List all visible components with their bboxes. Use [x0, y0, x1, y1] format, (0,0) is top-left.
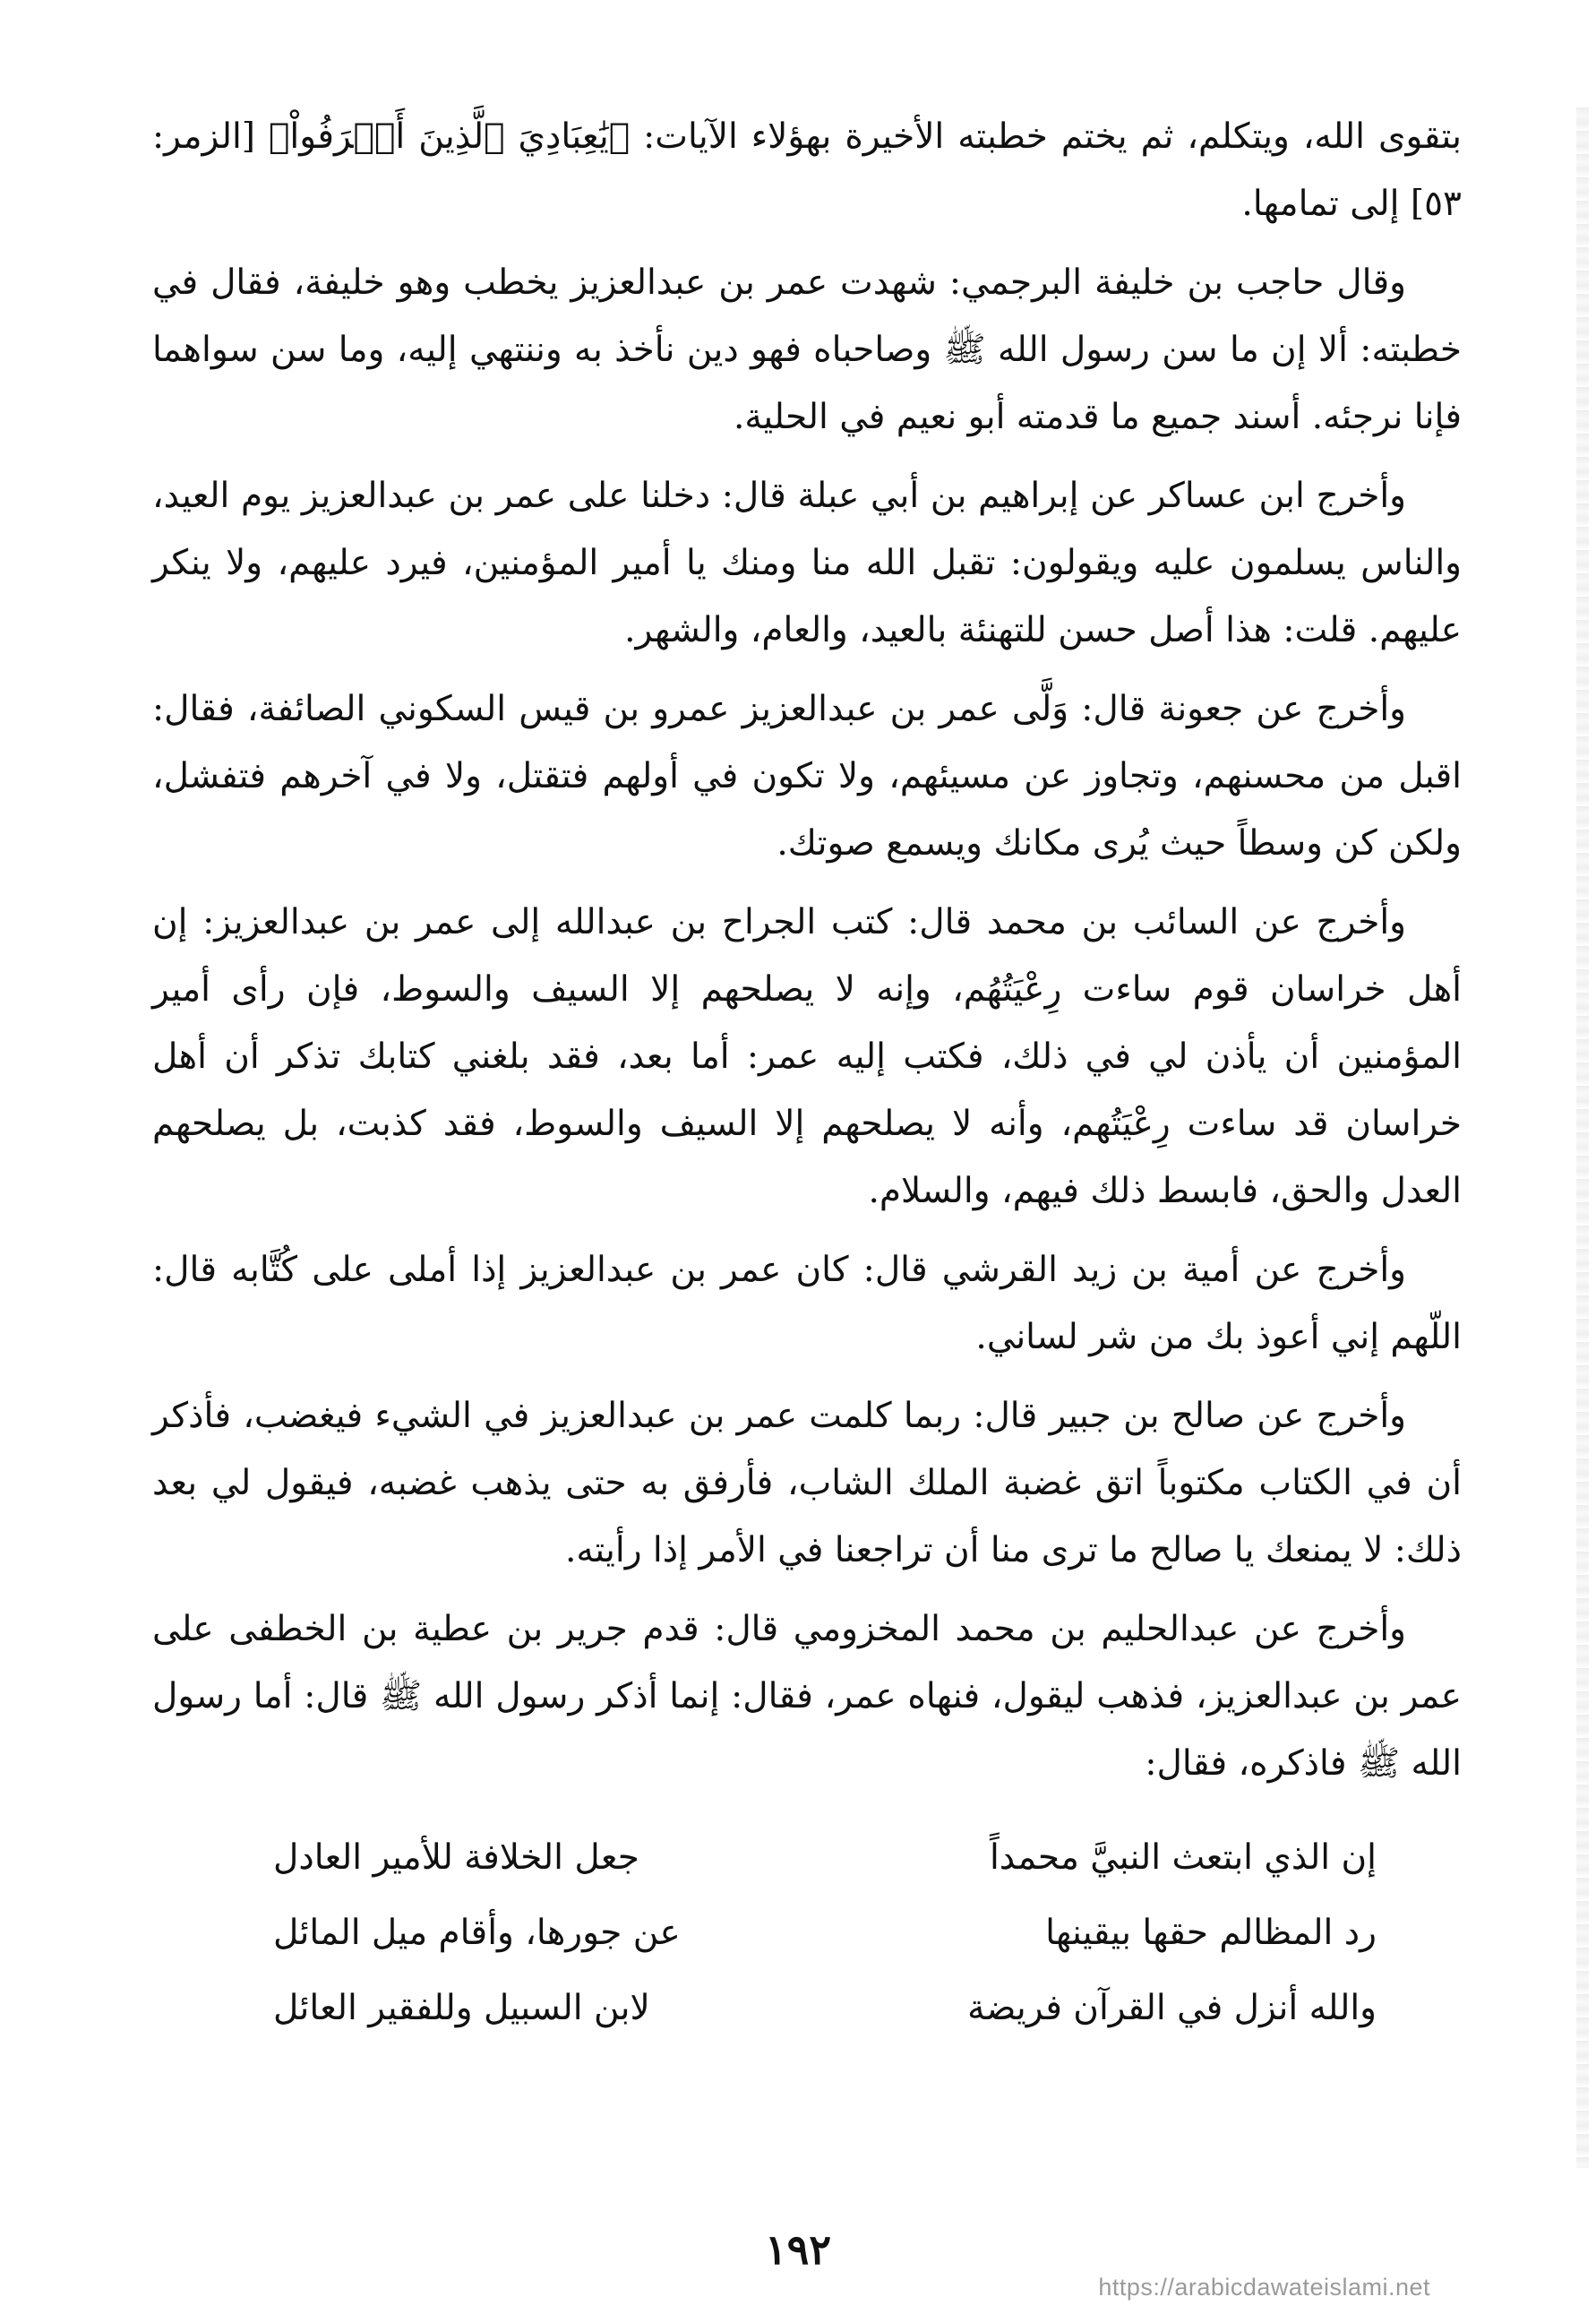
paragraph-salih: وأخرج عن صالح بن جبير قال: ربما كلمت عمر بن عبدالعزيز في الشيء فيغضب، فأذكر أن في الكتاب مكتوباً اتق غضبة الملك الشاب، فأرفق به حتى يذهب غضبه، فيقول لي بعد ذلك: لا يمنعك يا صالح ما ترى منا أن تراجعنا في الأمر إذا رأيته.	[152, 1396, 1462, 1570]
paragraph-jaouna: وأخرج عن جعونة قال: وَلَّى عمر بن عبدالعزيز عمرو بن قيس السكوني الصائفة، فقال: اقبل من محسنهم، وتجاوز عن مسيئهم، ولا تكون في أولهم فتقتل، ولا في آخرهم فتفشل، ولكن كن وسطاً حيث يُرى مكانك ويسمع صوتك.	[152, 689, 1462, 864]
poem-verse	[273, 1896, 1377, 1971]
verse-second-hemistich: جعل الخلافة للأمير العادل	[273, 1837, 639, 1878]
paragraph-continuation: بتقوى الله، ويتكلم، ثم يختم خطبته الأخيرة بهؤلاء الآيات: ﴿يَٰعِبَادِيَ ٱلَّذِينَ أَسۡرَفُواْ﴾ [الزمر: ٥٣] إلى تمامها.	[152, 116, 1462, 224]
watermark-url: https://arabicdawateislami.net	[1098, 2274, 1430, 2301]
paragraph-hajib: وقال حاجب بن خليفة البرجمي: شهدت عمر بن عبدالعزيز يخطب وهو خليفة، فقال في خطبته: ألا إن ما سن رسول الله ﷺ وصاحباه فهو دين نأخذ به وننتهي إليه، وما سن سواهما فإنا نرجئه. أسند جميع ما قدمته أبو نعيم في الحلية.	[152, 262, 1462, 437]
page-number: ١٩٢	[764, 2225, 832, 2274]
paragraph-umayya: وأخرج عن أمية بن زيد القرشي قال: كان عمر بن عبدالعزيز إذا أملى على كُتَّابه قال: اللّهم إني أعوذ بك من شر لساني.	[152, 1250, 1462, 1357]
scan-edge-shadow	[1576, 108, 1589, 2168]
poem-verse	[273, 1971, 1377, 2046]
verse-first-hemistich: والله أنزل في القرآن فريضة	[967, 1988, 1377, 2028]
body-text	[152, 103, 1462, 1797]
verse-first-hemistich: إن الذي ابتعث النبيَّ محمداً	[989, 1837, 1377, 1878]
verse-second-hemistich: عن جورها، وأقام ميل المائل	[273, 1913, 681, 1953]
verse-second-hemistich: لابن السبيل وللفقير العائل	[273, 1988, 650, 2028]
poem-verse	[273, 1820, 1377, 1896]
paragraph-abdulhalim: وأخرج عن عبدالحليم بن محمد المخزومي قال: قدم جرير بن عطية بن الخطفى على عمر بن عبدالعزيز، فذهب ليقول، فنهاه عمر، فقال: إنما أذكر رسول الله ﷺ قال: أما رسول الله ﷺ فاذكره، فقال:	[152, 1609, 1462, 1784]
paragraph-saib: وأخرج عن السائب بن محمد قال: كتب الجراح بن عبدالله إلى عمر بن عبدالعزيز: إن أهل خراسان قوم ساءت رِعْيَتُهُم، وإنه لا يصلحهم إلا السيف والسوط، فإن رأى أمير المؤمنين أن يأذن لي في ذلك، فكتب إليه عمر: أما بعد، فقد بلغني كتابك تذكر أن أهل خراسان قد ساءت رِعْيَتُهم، وأنه لا يصلحهم إلا السيف والسوط، فقد كذبت، بل يصلحهم العدل والحق، فابسط ذلك فيهم، والسلام.	[152, 902, 1462, 1211]
verse-first-hemistich: رد المظالم حقها بيقينها	[1045, 1913, 1377, 1953]
paragraph-ibn-asakir: وأخرج ابن عساكر عن إبراهيم بن أبي عبلة قال: دخلنا على عمر بن عبدالعزيز يوم العيد، والناس يسلمون عليه ويقولون: تقبل الله منا ومنك يا أمير المؤمنين، فيرد عليهم، ولا ينكر عليهم. قلت: هذا أصل حسن للتهنئة بالعيد، والعام، والشهر.	[152, 476, 1462, 650]
poem	[152, 1820, 1462, 2046]
